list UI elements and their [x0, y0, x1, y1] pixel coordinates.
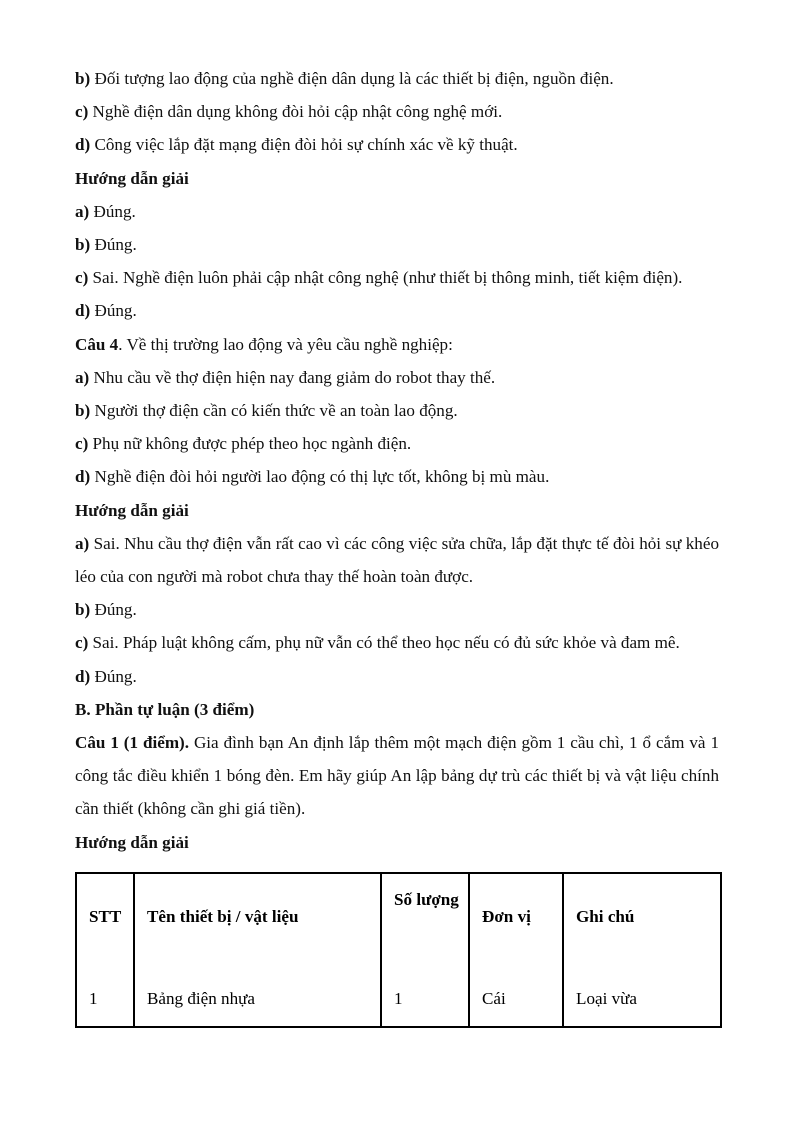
column-header-stt: STT [89, 906, 122, 926]
cell-ten-thiet-bi: Bảng điện nhựa [134, 978, 381, 1027]
column-header-ghi-chu: Ghi chú [563, 873, 721, 978]
paragraph-text: Nghề điện đòi hỏi người lao động có thị lực tốt, không bị mù màu. [90, 467, 550, 487]
paragraph-text: Nhu cầu về thợ điện hiện nay đang giảm do robot thay thế. [89, 367, 496, 387]
paragraph-label: d) [75, 135, 91, 155]
paragraph-q3-b [75, 62, 719, 95]
heading-section-b [75, 693, 719, 726]
table-body [76, 978, 721, 1027]
equipment-plan-table-wrapper [75, 872, 719, 1028]
paragraph-q4-c [75, 427, 719, 460]
paragraph-q3-c [75, 95, 719, 128]
paragraph-q3-answer-c [75, 261, 719, 294]
paragraph-label: c) [75, 268, 89, 288]
heading-huong-dan-giai-2 [75, 494, 719, 527]
paragraph-q3-answer-a [75, 195, 719, 228]
paragraph-label: a) [75, 201, 90, 221]
cell-ghi-chu: Loại vừa [563, 978, 721, 1027]
paragraph-text: Người thợ điện cần có kiến thức về an toàn lao động. [90, 401, 458, 421]
paragraph-text: Sai. Nghề điện luôn phải cập nhật công nghệ (như thiết bị thông minh, tiết kiệm điện). [88, 268, 683, 288]
paragraph-text: Đúng. [90, 301, 137, 321]
cell-don-vi: Cái [469, 978, 563, 1027]
paragraph-label: d) [75, 666, 91, 686]
cell-so-luong: 1 [381, 978, 469, 1027]
paragraph-q4-a [75, 361, 719, 394]
paragraph-q4-answer-d [75, 660, 719, 693]
paragraph-q4-answer-a [75, 527, 719, 593]
paragraph-q3-answer-b [75, 228, 719, 261]
column-header-ten-thiet-bi: Tên thiết bị / vật liệu [134, 873, 381, 978]
paragraph-label: a) [75, 533, 90, 553]
document-content [75, 62, 719, 1028]
question-number: Câu 4 [75, 334, 119, 354]
table-header [76, 873, 721, 978]
table-row [76, 978, 721, 1027]
paragraph-text: Đúng. [90, 666, 137, 686]
paragraph-label: b) [75, 600, 91, 620]
equipment-plan-table [75, 872, 722, 1028]
essay-question-1 [75, 726, 719, 826]
question-text: . Về thị trường lao động và yêu cầu nghề nghiệp: [118, 334, 453, 354]
paragraph-text: Đối tượng lao động của nghề điện dân dụng là các thiết bị điện, nguồn điện. [90, 69, 614, 88]
paragraph-label: c) [75, 102, 89, 122]
paragraph-text: Đúng. [90, 600, 137, 620]
paragraph-q4-b [75, 394, 719, 427]
table-header-row [76, 873, 721, 978]
paragraph-text: Phụ nữ không được phép theo học ngành điện. [88, 434, 412, 454]
paragraph-label: c) [75, 434, 89, 454]
paragraph-text: Đúng. [89, 201, 136, 221]
paragraph-text: Sai. Nhu cầu thợ điện vẫn rất cao vì các công việc sửa chữa, lắp đặt thực tế đòi hỏi sự khéo léo của con người mà robot chưa thay thế hoàn toàn được. [75, 533, 719, 587]
paragraph-label: b) [75, 69, 91, 88]
paragraph-q4-answer-c [75, 626, 719, 659]
heading-label: Hướng dẫn giải [75, 500, 189, 520]
paragraph-label: d) [75, 467, 91, 487]
heading-label: B. Phần tự luận (3 điểm) [75, 699, 255, 719]
heading-label: Hướng dẫn giải [75, 168, 189, 188]
question-4-stem [75, 328, 719, 361]
heading-huong-dan-giai-3 [75, 826, 719, 859]
cell-stt: 1 [89, 988, 98, 1008]
heading-label: Hướng dẫn giải [75, 832, 189, 852]
paragraph-label: c) [75, 633, 89, 653]
paragraph-text: Sai. Pháp luật không cấm, phụ nữ vẫn có thể theo học nếu có đủ sức khỏe và đam mê. [88, 633, 680, 653]
paragraph-label: b) [75, 401, 91, 421]
paragraph-label: a) [75, 367, 90, 387]
paragraph-q4-d [75, 460, 719, 493]
paragraph-q3-d [75, 128, 719, 161]
column-header-don-vi: Đơn vị [469, 873, 563, 978]
paragraph-text: Công việc lắp đặt mạng điện đòi hỏi sự chính xác về kỹ thuật. [90, 135, 518, 155]
question-text: Gia đình bạn An định lắp thêm một mạch điện gồm 1 cầu chì, 1 ổ cắm và 1 công tắc điều khiển 1 bóng đèn. Em hãy giúp An lập bảng dự trù các thiết bị và vật liệu chính cần thiết (không cần ghi giá tiền). [75, 733, 719, 819]
paragraph-text: Nghề điện dân dụng không đòi hỏi cập nhật công nghệ mới. [88, 102, 503, 122]
paragraph-text: Đúng. [90, 235, 137, 255]
paragraph-label: b) [75, 235, 91, 255]
paragraph-q4-answer-b [75, 593, 719, 626]
paragraph-q3-answer-d [75, 294, 719, 327]
heading-huong-dan-giai-1 [75, 162, 719, 195]
column-header-so-luong: Số lượng [381, 873, 469, 978]
question-number: Câu 1 (1 điểm). [75, 733, 190, 753]
paragraph-label: d) [75, 301, 91, 321]
